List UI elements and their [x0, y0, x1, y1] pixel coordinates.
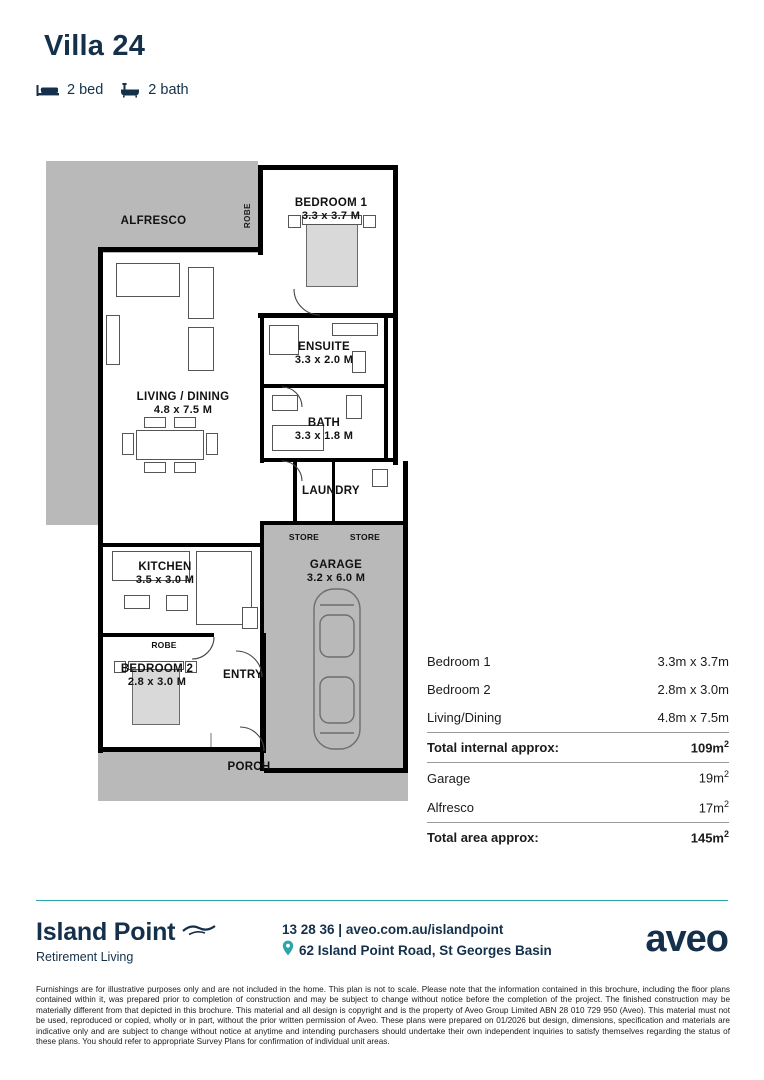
bed-spec: [36, 82, 103, 98]
contact-block: [282, 920, 552, 962]
schedule-key: Bedroom 1: [427, 654, 491, 669]
room-label-robe-1: ROBE: [243, 203, 252, 229]
schedule-row: [427, 676, 729, 704]
schedule-row-total-internal: [427, 732, 729, 762]
room-label-store-1: STORE: [288, 532, 320, 542]
location-pin-icon: [282, 940, 294, 962]
room-label-bedroom2: BEDROOM 2 2.8 x 3.0 M: [120, 663, 194, 688]
schedule-row: [427, 648, 729, 676]
contact-address-row: [282, 940, 552, 962]
schedule-value: $17m^2$: [698, 798, 729, 815]
contact-address: 62 Island Point Road, St Georges Basin: [299, 943, 552, 958]
schedule-value: $109m^2$: [690, 739, 729, 756]
room-label-garage: GARAGE 3.2 x 6.0 M: [306, 559, 366, 584]
room-label-ensuite: ENSUITE 3.3 x 2.0 M: [294, 341, 354, 366]
bed-icon: [36, 82, 60, 98]
bath-spec: [119, 82, 188, 98]
room-label-bedroom1: BEDROOM 1 3.3 x 3.7 M: [294, 197, 368, 222]
wave-icon: [182, 918, 216, 947]
schedule-row-total-area: [427, 822, 729, 852]
schedule-row: [427, 704, 729, 732]
schedule-key: Alfresco: [427, 799, 474, 815]
bath-icon: [119, 82, 141, 98]
schedule-key: Total area approx:: [427, 830, 539, 846]
schedule-value: 2.8m x 3.0m: [657, 682, 729, 697]
bath-spec-label: 2 bath: [148, 82, 189, 98]
area-schedule: [427, 648, 729, 852]
schedule-value: $145m^2$: [690, 828, 729, 846]
room-label-alfresco: ALFRESCO: [120, 215, 187, 227]
room-label-robe-2: ROBE: [151, 640, 177, 650]
schedule-row-garage: [427, 762, 729, 792]
bed-spec-label: 2 bed: [67, 82, 104, 98]
page-title: Villa 24: [44, 30, 146, 62]
room-label-living-dining: LIVING / DINING 4.8 x 7.5 M: [136, 391, 230, 416]
schedule-key: Living/Dining: [427, 710, 502, 725]
room-label-kitchen: KITCHEN 3.5 x 3.0 M: [135, 561, 195, 586]
contact-phone-web[interactable]: 13 28 36 | aveo.com.au/islandpoint: [282, 922, 504, 937]
room-label-laundry: LAUNDRY: [302, 485, 360, 497]
room-label-bath: BATH 3.3 x 1.8 M: [294, 417, 354, 442]
brand-name: Island Point: [36, 918, 216, 947]
schedule-value: 4.8m x 7.5m: [657, 710, 729, 725]
schedule-row-alfresco: [427, 793, 729, 822]
schedule-value: 3.3m x 3.7m: [657, 654, 729, 669]
aveo-logo: aveo: [645, 918, 728, 960]
schedule-value: $19m^2$: [698, 769, 729, 786]
brand-tagline: Retirement Living: [36, 950, 134, 964]
island-point-logo: [36, 918, 216, 964]
room-label-porch: PORCH: [227, 761, 271, 773]
schedule-key: Garage: [427, 770, 471, 786]
schedule-key: Bedroom 2: [427, 682, 491, 697]
spec-summary: [36, 82, 189, 98]
disclaimer-text: Furnishings are for illustrative purposes only and are not included in the home. This plan is not to scale. Please note that the information contained in this brochure, including the floor plans contained within it, was prepared prior to completion of construction and may be subject to change without notice before the completion of the project. The finished construction may be materially different from that depicted in this brochure. This material and all design is copyright and is the property of Aveo Group Limited ABN 28 010 729 950 (Aveo). This material must not be used, reproduced or copied, wholly or in part, without the prior written permission of Aveo. These plans were prepared on 01/2026 but design, dimensions, specification and materials are indicative only and are subject to change without notice at anytime and intending purchasers should undertake their own independent inquiries to satisfy themselves regarding the status of these plans. You should refer to appropriate Survey Plans for confirmation of individual unit areas.: [36, 985, 730, 1047]
schedule-key: Total internal approx:: [427, 740, 559, 756]
floor-plan: [36, 155, 426, 835]
car-icon: [308, 585, 366, 753]
footer-divider: [36, 900, 728, 901]
room-label-store-2: STORE: [349, 532, 381, 542]
room-label-entry: ENTRY: [222, 669, 264, 681]
